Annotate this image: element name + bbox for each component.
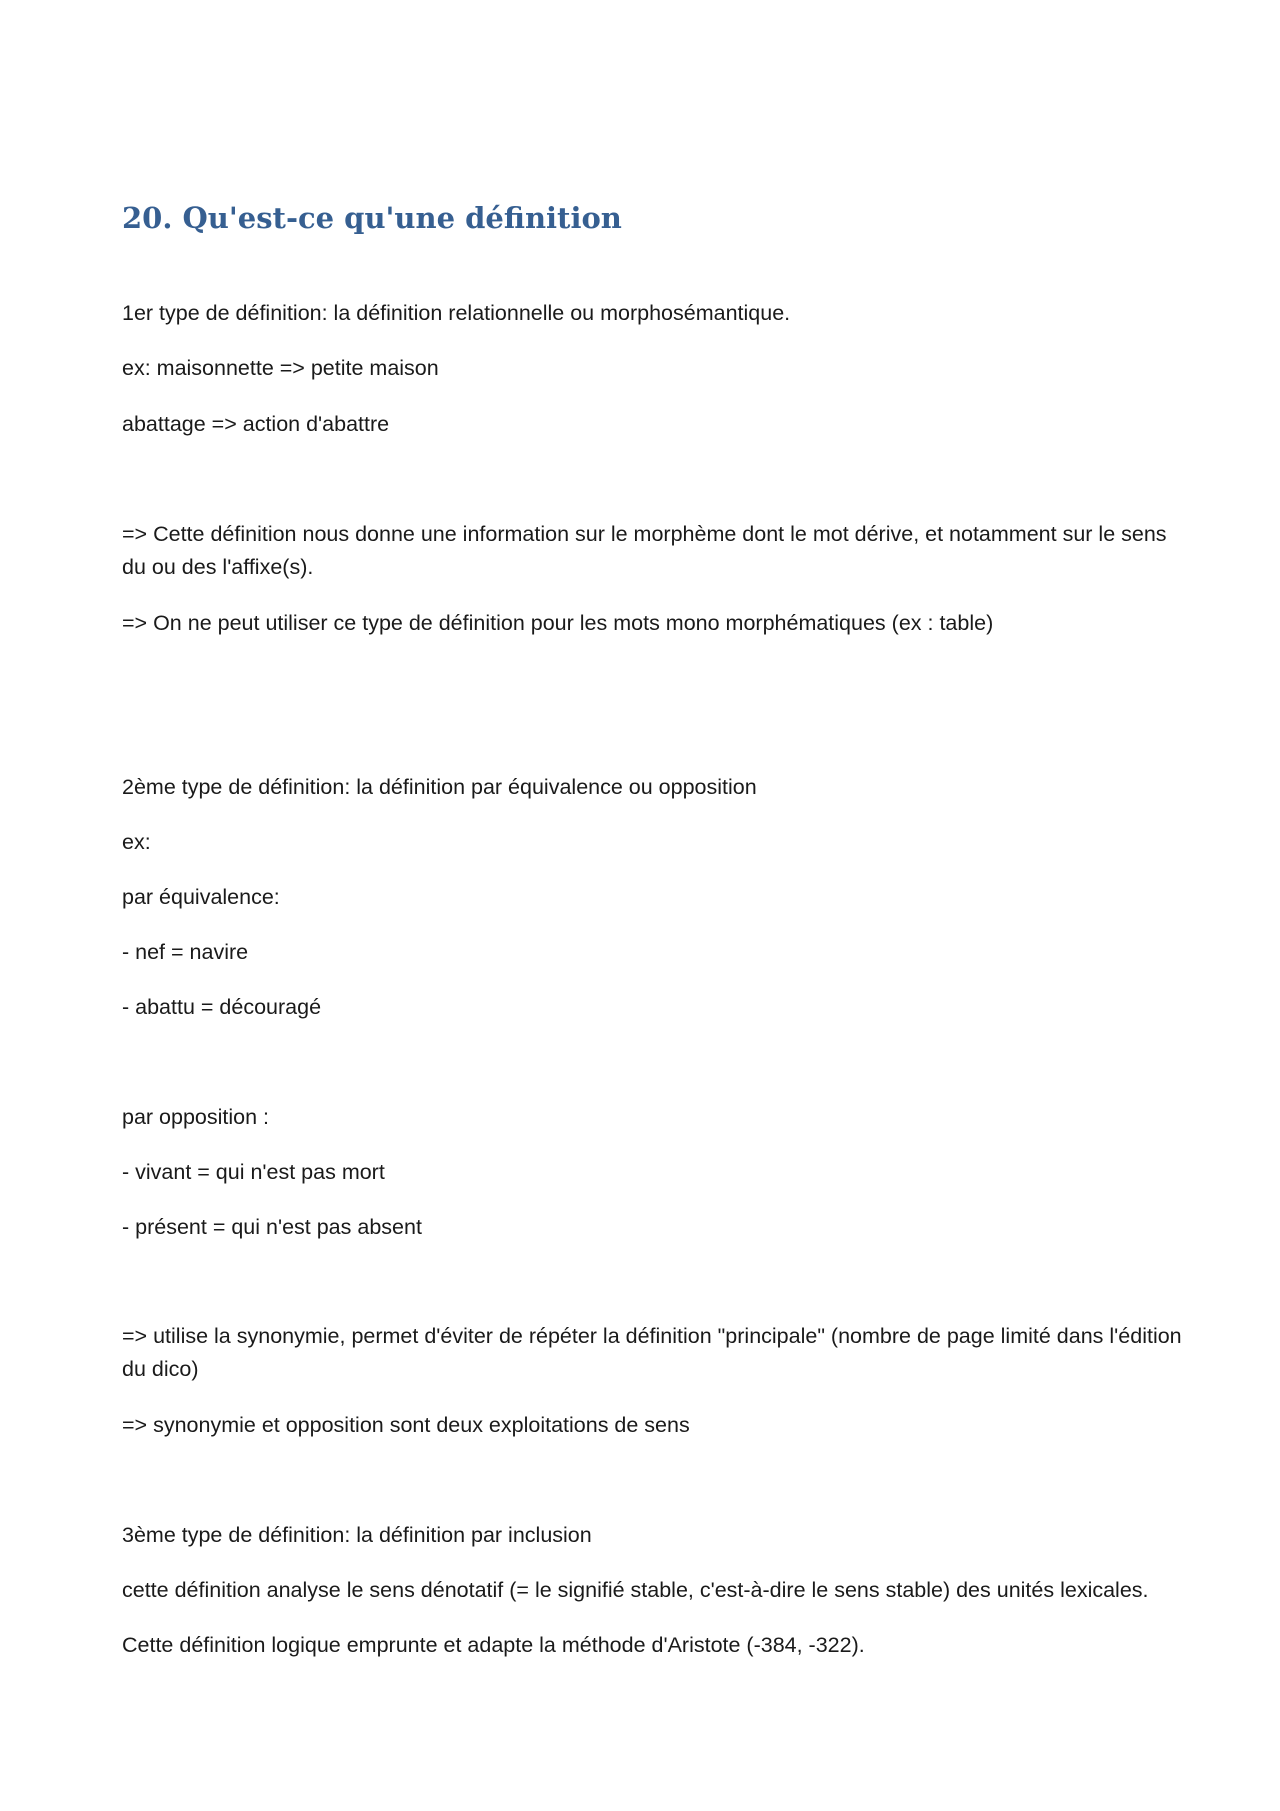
paragraph-type1-limit: => On ne peut utiliser ce type de définition pour les mots mono morphématiques (ex : table) — [122, 611, 994, 635]
paragraph-type1-info: => Cette définition nous donne une information sur le morphème dont le mot dérive, et notamment sur le sens du ou des l'affixe(s). — [122, 522, 1167, 579]
paragraph-ex-label: ex: — [122, 830, 151, 854]
paragraph-type2-title: 2ème type de définition: la définition par équivalence ou opposition — [122, 775, 757, 799]
paragraph-equivalence-label: par équivalence: — [122, 885, 280, 909]
paragraph-example-abattage: abattage => action d'abattre — [122, 412, 390, 436]
paragraph-type1-title: 1er type de définition: la définition relationnelle ou morphosémantique. — [122, 301, 791, 325]
paragraph-type3-title: 3ème type de définition: la définition par inclusion — [122, 1523, 592, 1547]
paragraph-opposition-label: par opposition : — [122, 1105, 270, 1129]
paragraph-synonymie-use: => utilise la synonymie, permet d'éviter de répéter la définition "principale" (nombre de page limité dans l'édition du dico) — [122, 1324, 1182, 1381]
paragraph-type3-aristote: Cette définition logique emprunte et adapte la méthode d'Aristote (-384, -322). — [122, 1633, 865, 1657]
paragraph-example-maisonnette: ex: maisonnette => petite maison — [122, 356, 439, 380]
list-item-nef: - nef = navire — [122, 940, 249, 964]
paragraph-type3-analysis: cette définition analyse le sens dénotatif (= le signifié stable, c'est-à-dire le sens stable) des unités lexicales. — [122, 1578, 1149, 1602]
list-item-abattu: - abattu = découragé — [122, 995, 322, 1019]
list-item-present: - présent = qui n'est pas absent — [122, 1215, 422, 1239]
list-item-vivant: - vivant = qui n'est pas mort — [122, 1160, 385, 1184]
section-heading: 20. Qu'est-ce qu'une définition — [122, 201, 622, 235]
paragraph-synonymie-opposition: => synonymie et opposition sont deux exploitations de sens — [122, 1413, 690, 1437]
